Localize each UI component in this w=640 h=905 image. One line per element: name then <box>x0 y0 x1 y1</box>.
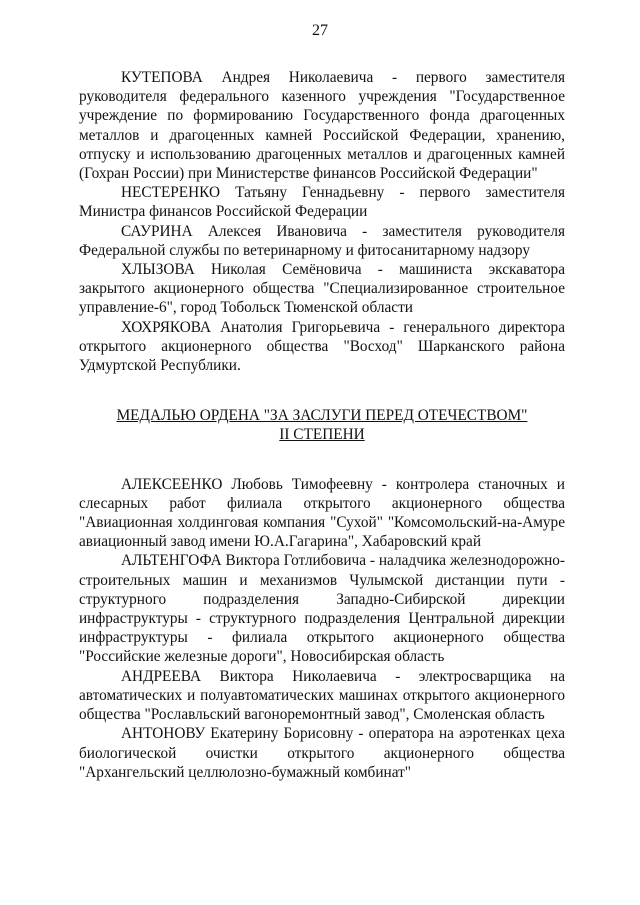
award-entry: САУРИНА Алексея Ивановича - заместителя руководителя Федеральной службы по ветеринарному и фитосанитарному надзору <box>79 222 565 259</box>
document-body <box>79 68 565 782</box>
award-entry: КУТЕПОВА Андрея Николаевича - первого заместителя руководителя федерального казенного учреждения "Государственное учреждение по формированию Государственного фонда драгоценных металлов и драгоценных камней Российской Федерации, хранению, отпуску и использованию драгоценных металлов и драгоценных камней (Гохран России) при Министерстве финансов Российской Федерации" <box>79 69 565 183</box>
award-entry: АНТОНОВУ Екатерину Борисовну - оператора на аэротенках цеха биологической очистки открытого акционерного общества "Архангельский целлюлозно-бумажный комбинат" <box>79 725 565 781</box>
section-heading-line1: МЕДАЛЬЮ ОРДЕНА "ЗА ЗАСЛУГИ ПЕРЕД ОТЕЧЕСТВОМ" <box>116 407 528 425</box>
award-entry: АЛЬТЕНГОФА Виктора Готлибовича - наладчика железнодорожно-строительных машин и механизмов Чулымской дистанции пути - структурного подразделения Западно-Сибирской дирекции инфраструктуры - структурного подразделения Центральной дирекции инфраструктуры - филиала открытого акционерного общества "Российские железные дороги", Новосибирская область <box>79 552 565 666</box>
award-entry: ХОХРЯКОВА Анатолия Григорьевича - генерального директора открытого акционерного общества "Восход" Шарканского района Удмуртской Республики. <box>79 318 565 375</box>
section-heading <box>79 406 565 444</box>
award-entry: ХЛЫЗОВА Николая Семёновича - машиниста экскаватора закрытого акционерного общества "Специализированное строительное управление-6", город Тобольск Тюменской области <box>79 261 565 317</box>
page-number: 27 <box>312 22 328 39</box>
section-heading-line2: II СТЕПЕНИ <box>279 426 365 444</box>
award-entry: АЛЕКСЕЕНКО Любовь Тимофеевну - контролера станочных и слесарных работ филиала открытого акционерного общества "Авиационная холдинговая компания "Сухой" "Комсомольский-на-Амуре авиационный завод имени Ю.А.Гагарина", Хабаровский край <box>79 475 565 551</box>
award-entry: НЕСТЕРЕНКО Татьяну Геннадьевну - первого заместителя Министра финансов Российской Федерации <box>79 184 565 221</box>
award-entry: АНДРЕЕВА Виктора Николаевича - электросварщика на автоматических и полуавтоматических машинах открытого акционерного общества "Рославльский вагоноремонтный завод", Смоленская область <box>79 667 565 724</box>
